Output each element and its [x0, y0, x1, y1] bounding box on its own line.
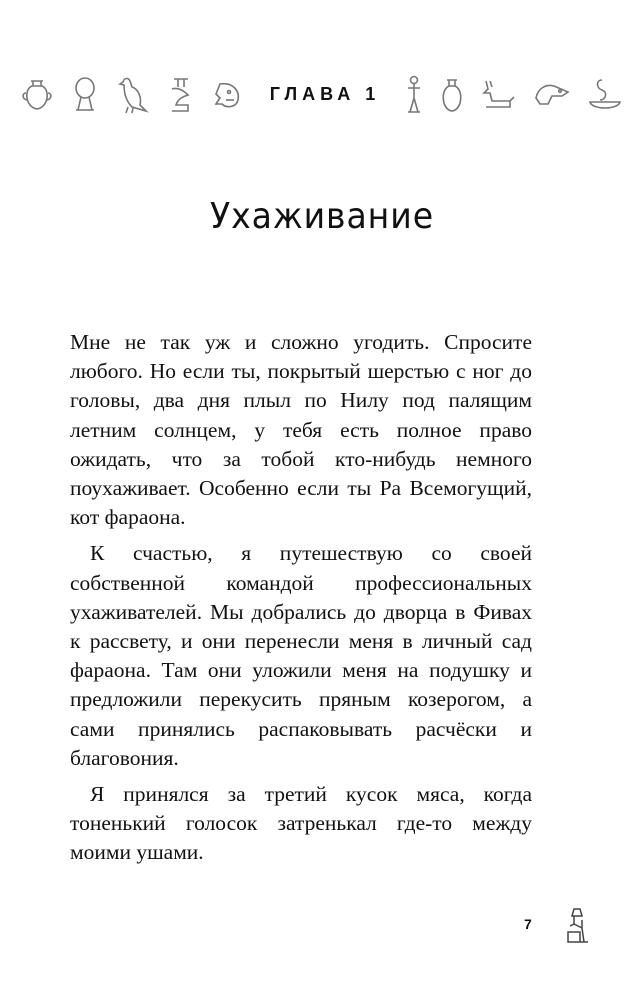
- paragraph: Мне не так уж и сложно угодить. Спросите любого. Но если ты, покрытый шерстью с ног до головы, два дня плыл по Нилу под палящим летним солнцем, у тебя есть полное право ожидать, что за тобой кто-нибудь немного поухаживает. Особенно если ты Ра Всемогущий, кот фараона.: [70, 330, 532, 530]
- face-glyph-icon: [212, 80, 242, 110]
- jackal-glyph-icon: [480, 77, 516, 113]
- chapter-body: [70, 328, 532, 875]
- seated-pharaoh-glyph-icon: [562, 906, 592, 951]
- left-glyph-row: [22, 70, 242, 120]
- chapter-label: ГЛАВА 1: [269, 84, 381, 104]
- page-number: 7: [524, 916, 532, 932]
- right-glyph-row: [404, 70, 622, 120]
- lion-glyph-icon: [532, 80, 572, 110]
- paragraph: К счастью, я путешествую со своей собственной командой профессиональных ухаживателей. Мы добрались до дворца в Фивах к рассвету, и они перенесли меня в личный сад фараона. Там они уложили меня на подушку и предложили перекусить пряным козерогом, а сами принялись распаковывать расчёски и благовония.: [70, 541, 532, 770]
- falcon-glyph-icon: [118, 75, 150, 115]
- ankh-ring-glyph-icon: [70, 76, 100, 114]
- vase-glyph-icon: [440, 76, 464, 114]
- standing-figure-glyph-icon: [404, 74, 424, 116]
- jar-glyph-icon: [22, 77, 52, 113]
- arm-glyph-icon: [168, 75, 194, 115]
- chapter-title: Ухаживание: [209, 196, 435, 237]
- paragraph: Я принялся за третий кусок мяса, когда тоненький голосок затренькал где-то между моими ушами.: [70, 782, 532, 865]
- chapter-header: [22, 70, 622, 120]
- cobra-basket-glyph-icon: [588, 76, 622, 114]
